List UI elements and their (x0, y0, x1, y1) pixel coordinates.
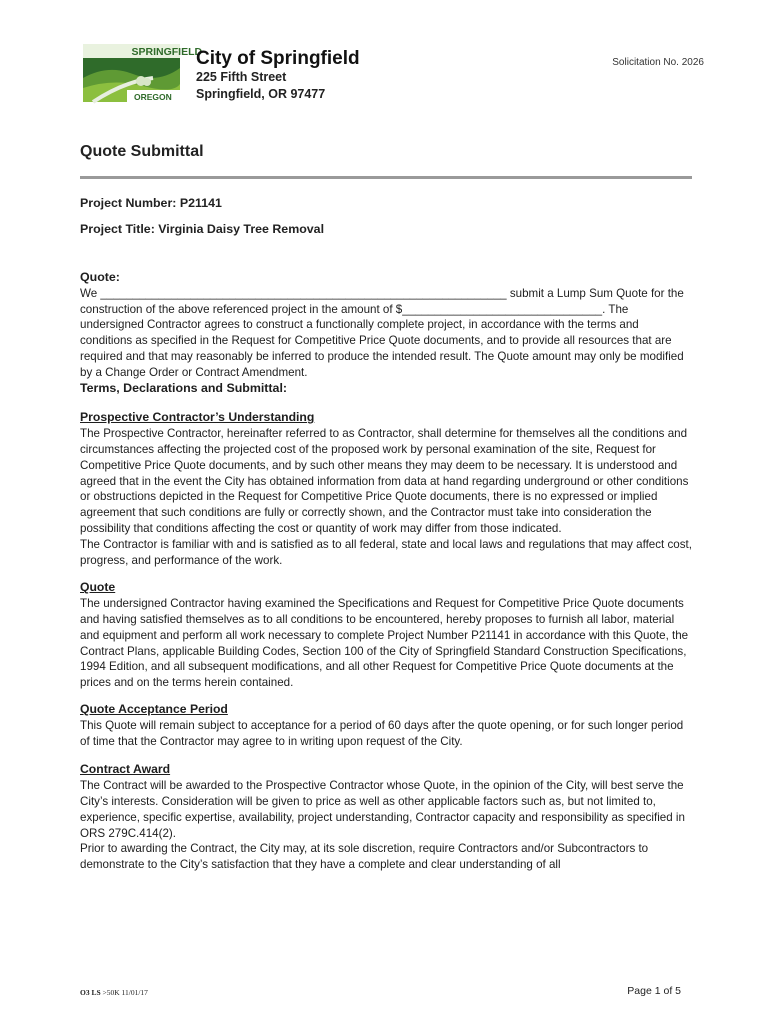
logo-subtitle: OREGON (134, 92, 172, 102)
award-paragraph-1: The Contract will be awarded to the Prospective Contractor whose Quote, in the opinion of the City, will best serve the City’s interests. Consideration will be given to price as well as other applicable factors such as, but not limited to, experience, specific expertise, availability, project understanding, Contractor capacity and responsibility as specified in ORS 279C.414(2). (80, 779, 685, 840)
acceptance-paragraph: This Quote will remain subject to acceptance for a period of 60 days after the quote opening, or for such longer period of time that the Contractor may agree to in writing upon request of the City. (80, 718, 684, 748)
understanding-paragraph-2: The Contractor is familiar with and is satisfied as to all federal, state and local laws and regulations that may affect cost, progress, and performance of the work. (80, 537, 692, 567)
form-code-rest: >50K 11/01/17 (100, 988, 148, 997)
award-paragraph-2: Prior to awarding the Contract, the City may, at its sole discretion, require Contractors and/or Subcontractors to demonstrate to the City’s satisfaction that they have a complete and clear understanding of all (80, 842, 649, 872)
document-title: Quote Submittal (80, 143, 204, 160)
terms-heading: Terms, Declarations and Submittal: (80, 380, 288, 395)
form-code-bold: O3 LS (80, 988, 101, 997)
page-number: Page 1 of 5 (627, 985, 681, 997)
understanding-paragraph-1: The Prospective Contractor, hereinafter referred to as Contractor, shall determine for themselves all the conditions and circumstances affecting the projected cost of the proposed work by personal examination of the site, Request for Competitive Price Quote documents, and by such other means they may deem to be necessary. It is understood and agreed that in the event the City has obtained information from data at hand regarding underground or other conditions or obstructions depicted in the Request for Competitive Price Quote documents, there is no expressed or implied agreement that such conditions are fully or correctly shown, and the Contractor must take into consideration the possibility that conditions affecting the cost or quantity of work may differ from those indicated. (80, 427, 689, 535)
logo-wordmark: SPRINGFIELD (131, 46, 203, 58)
city-name: City of Springfield (196, 48, 360, 69)
understanding-heading: Prospective Contractor’s Understanding (80, 410, 315, 425)
quote-section-heading: Quote (80, 580, 116, 595)
project-title: Project Title: Virginia Daisy Tree Removal (80, 222, 325, 236)
quote-section-paragraph: The undersigned Contractor having examined the Specifications and Request for Competitive Price Quote documents and having satisfied themselves as to all conditions to be encountered, hereby proposes to furnish all labor, material and equipment and perform all work necessary to complete Project Number P21141 in accordance with this Quote, the Contract Plans, applicable Building Codes, Section 100 of the City of Springfield Standard Construction Specifications, 1994 Edition, and all subsequent modifications, and all other Request for Competitive Price Quote documents at the prices and on the terms herein contained. (80, 597, 689, 690)
award-heading: Contract Award (80, 762, 171, 777)
quote-paragraph: We _______________________________________________________________ submit a Lump Sum Quote for the construction of the above referenced project in the amount of $_______________________________. The undersigned Contractor agrees to construct a functionally complete project, in accordance with the terms and conditions as specified in the Request for Competitive Price Quote documents, and to provide all resources that are required and that may reasonably be inferred to produce the intended result. The Quote amount may only be modified by a Change Order or Contract Amendment. (80, 286, 684, 379)
springfield-logo (83, 44, 203, 102)
document-body (80, 270, 692, 873)
acceptance-heading: Quote Acceptance Period (80, 701, 228, 716)
project-number: Project Number: P21141 (80, 196, 222, 210)
quote-heading: Quote: (80, 270, 120, 284)
form-code (80, 988, 148, 997)
address-city: Springfield, OR 97477 (196, 87, 326, 101)
address-street: 225 Fifth Street (196, 70, 287, 84)
solicitation-number: Solicitation No. 2026 (612, 57, 704, 68)
title-divider (80, 176, 692, 179)
